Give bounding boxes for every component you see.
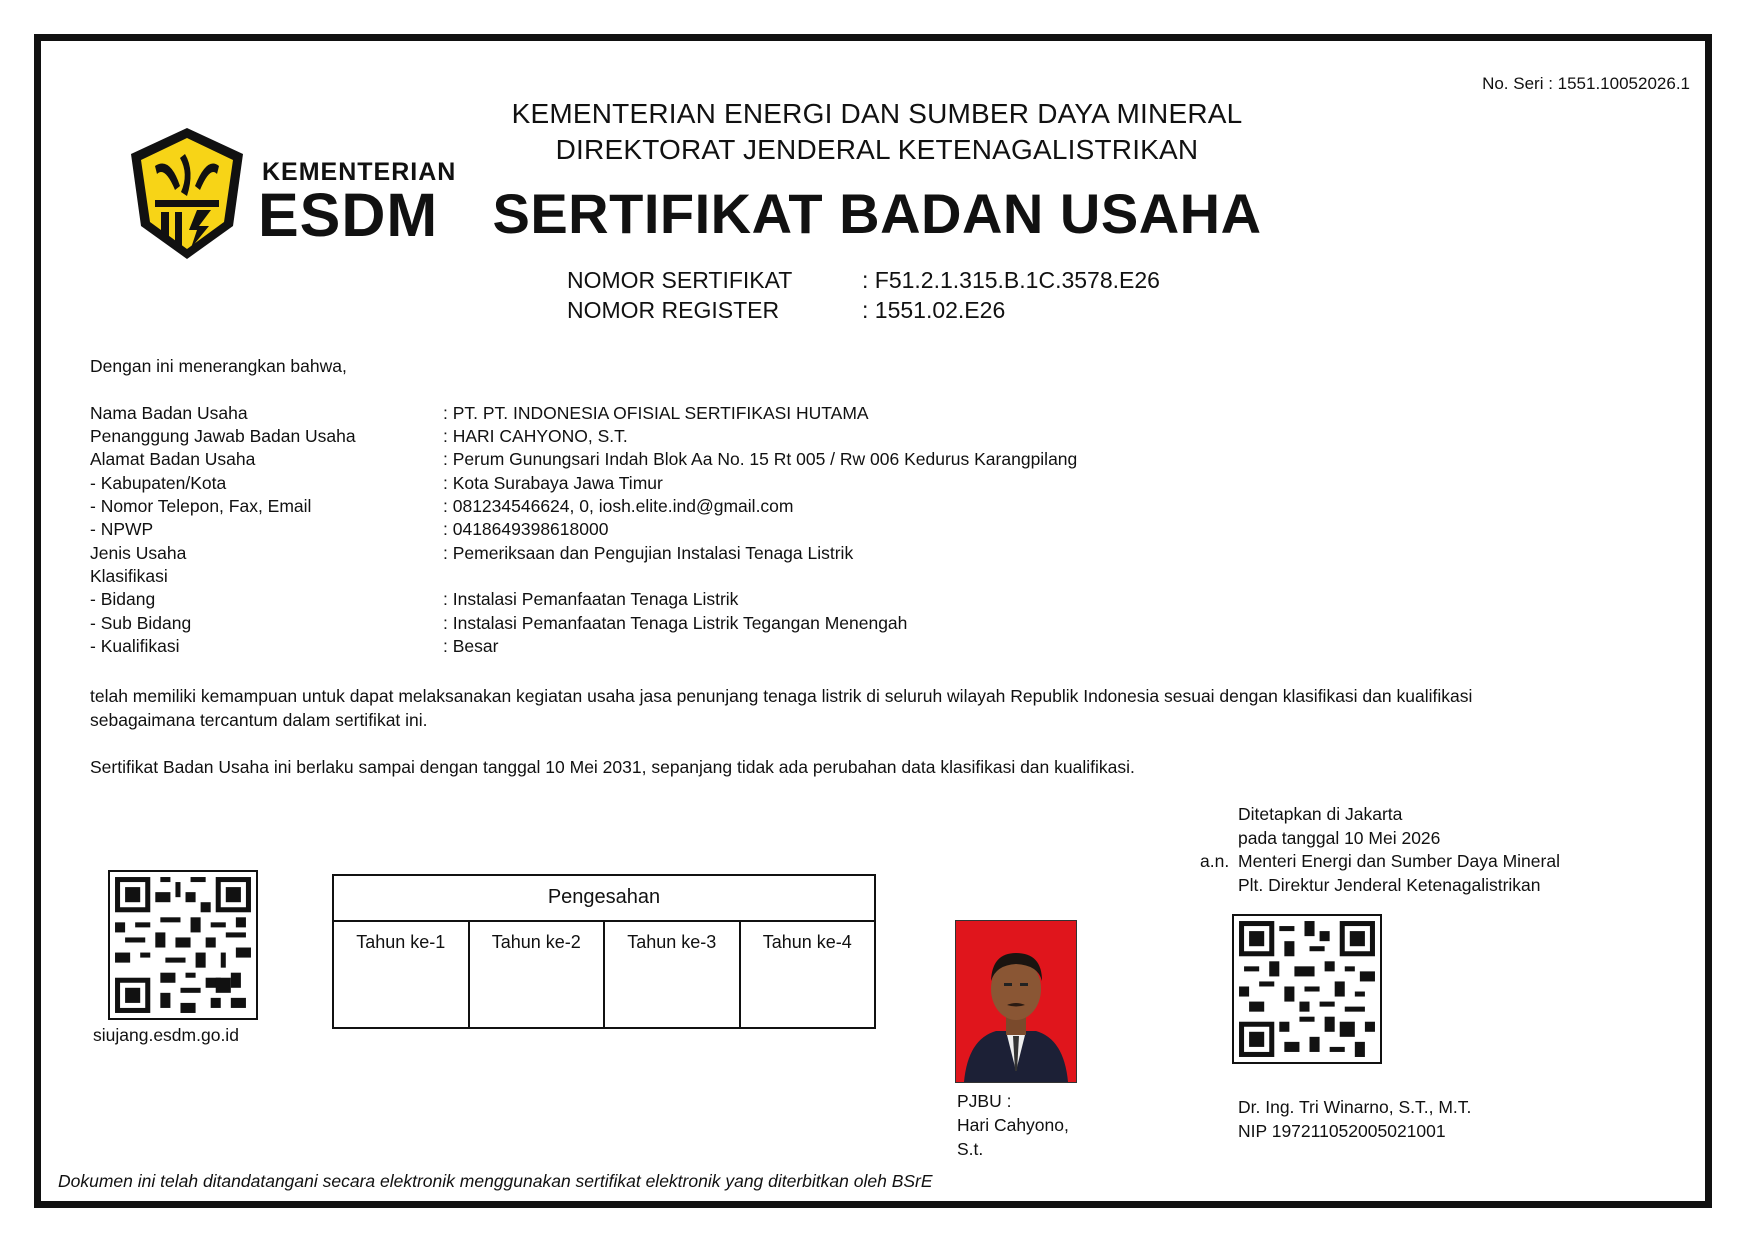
nomor-sertifikat-value: : F51.2.1.315.B.1C.3578.E26 — [862, 267, 1160, 293]
field-value: : HARI CAHYONO, S.T. — [443, 426, 628, 446]
field-label: - Bidang — [90, 589, 156, 609]
nomor-register-value: : 1551.02.E26 — [862, 297, 1006, 323]
pengesahan-title: Pengesahan — [334, 876, 874, 922]
field-label: - Kualifikasi — [90, 636, 180, 656]
signature-an-prefix: a.n. — [1200, 851, 1230, 871]
field-label: Penanggung Jawab Badan Usaha — [90, 426, 356, 446]
field-value: : PT. PT. INDONESIA OFISIAL SERTIFIKASI HUTAMA — [443, 403, 869, 423]
field-label: Alamat Badan Usaha — [90, 449, 256, 469]
statement-line-1: telah memiliki kemampuan untuk dapat melaksanakan kegiatan usaha jasa penunjang tenaga listrik di seluruh wilayah Republik Indonesia sesuai dengan klasifikasi dan kualifikasi — [90, 686, 1473, 706]
pengesahan-table — [332, 874, 876, 1029]
qr-code-left[interactable] — [108, 870, 258, 1020]
ministry-name: KEMENTERIAN ENERGI DAN SUMBER DAYA MINERAL — [511, 98, 1243, 129]
logo-label-big: ESDM — [258, 181, 439, 249]
pjbu-photo — [955, 920, 1077, 1083]
pengesahan-year-1: Tahun ke-1 — [334, 922, 470, 1029]
signature-place: Ditetapkan di Jakarta — [1238, 804, 1403, 824]
field-value: : Instalasi Pemanfaatan Tenaga Listrik Tegangan Menengah — [443, 613, 908, 633]
pjbu-label: PJBU : — [957, 1091, 1012, 1111]
signatory-name: Dr. Ing. Tri Winarno, S.T., M.T. — [1238, 1097, 1472, 1117]
certificate-title: SERTIFIKAT BADAN USAHA — [492, 182, 1262, 245]
field-value: : Kota Surabaya Jawa Timur — [443, 473, 663, 493]
pjbu-degree: S.t. — [957, 1139, 984, 1159]
pjbu-name: Hari Cahyono, — [957, 1115, 1069, 1135]
signature-minister: Menteri Energi dan Sumber Daya Mineral — [1238, 851, 1560, 871]
logo-label-small: KEMENTERIAN — [262, 158, 457, 186]
qr-code-icon — [110, 872, 256, 1018]
field-label: Jenis Usaha — [90, 543, 187, 563]
signature-date: pada tanggal 10 Mei 2026 — [1238, 828, 1441, 848]
serial-number: No. Seri : 1551.10052026.1 — [1482, 74, 1690, 93]
electronic-signature-note: Dokumen ini telah ditandatangani secara elektronik menggunakan sertifikat elektronik yang diterbitkan oleh BSrE — [58, 1171, 933, 1191]
field-label: Nama Badan Usaha — [90, 403, 248, 423]
qr-code-icon — [1234, 916, 1380, 1062]
qr-code-right[interactable] — [1232, 914, 1382, 1064]
field-label: Klasifikasi — [90, 566, 168, 586]
pengesahan-year-4: Tahun ke-4 — [762, 932, 852, 952]
person-photo-icon — [956, 921, 1076, 1082]
field-label: - NPWP — [90, 519, 154, 539]
validity-text: Sertifikat Badan Usaha ini berlaku sampai dengan tanggal 10 Mei 2031, sepanjang tidak ada perubahan data klasifikasi dan kualifikasi. — [90, 757, 1135, 777]
field-label: - Nomor Telepon, Fax, Email — [90, 496, 312, 516]
signature-director: Plt. Direktur Jenderal Ketenagalistrikan — [1238, 875, 1541, 895]
field-value: : Pemeriksaan dan Pengujian Instalasi Tenaga Listrik — [443, 543, 854, 563]
field-value: : Besar — [443, 636, 499, 656]
nomor-register-label: NOMOR REGISTER — [567, 297, 780, 323]
pengesahan-year-2: Tahun ke-2 — [470, 922, 606, 1029]
field-value: : 0418649398618000 — [443, 519, 609, 539]
field-label: - Sub Bidang — [90, 613, 192, 633]
pengesahan-year-3: Tahun ke-3 — [605, 922, 741, 1029]
field-value: : 081234546624, 0, iosh.elite.ind@gmail.com — [443, 496, 794, 516]
esdm-emblem-icon — [125, 126, 250, 261]
field-value: : Perum Gunungsari Indah Blok Aa No. 15 Rt 005 / Rw 006 Kedurus Karangpilang — [443, 449, 1078, 469]
qr-caption: siujang.esdm.go.id — [93, 1025, 239, 1045]
intro-text: Dengan ini menerangkan bahwa, — [90, 356, 347, 376]
signatory-nip: NIP 197211052005021001 — [1238, 1121, 1446, 1141]
directorate-name: DIREKTORAT JENDERAL KETENAGALISTRIKAN — [555, 134, 1199, 165]
field-label: - Kabupaten/Kota — [90, 473, 227, 493]
statement-line-2: sebagaimana tercantum dalam sertifikat ini. — [90, 710, 428, 730]
field-value: : Instalasi Pemanfaatan Tenaga Listrik — [443, 589, 739, 609]
nomor-sertifikat-label: NOMOR SERTIFIKAT — [567, 267, 793, 293]
